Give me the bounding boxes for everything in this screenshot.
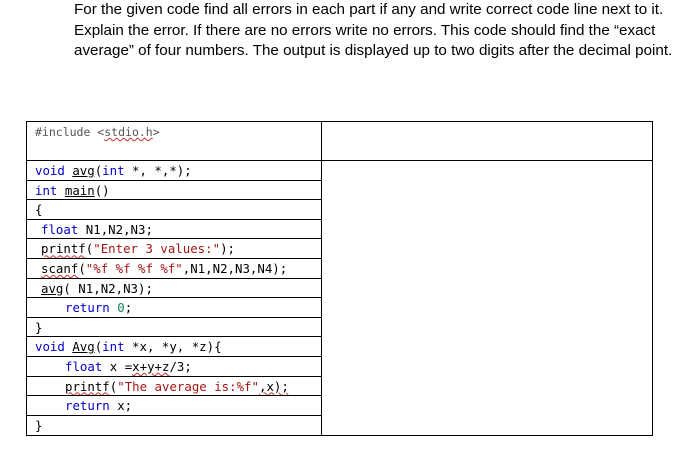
- code-line-final-brace: }: [35, 417, 43, 433]
- code-line-include: #include <stdio.h>: [35, 125, 160, 139]
- code-line-float-x: float x =x+y+z/3;: [27, 357, 321, 377]
- code-line-scanf: scanf("%f %f %f %f",N1,N2,N3,N4);: [27, 259, 321, 279]
- code-cell: [27, 122, 322, 161]
- question-instructions: For the given code find all errors in each part if any and write correct code line next to it. Explain the error. If there are no errors write no errors. This code should find the “exact average” of four numbers. The output is displayed up to two digits after the decimal point.: [74, 1, 673, 59]
- code-line-avg-prototype: void avg(int *, *,*);: [27, 161, 321, 181]
- code-line-avg-call: avg( N1,N2,N3);: [27, 279, 321, 299]
- code-line-float-decl: float N1,N2,N3;: [27, 220, 321, 240]
- code-cell: [27, 161, 322, 436]
- table-row: [27, 161, 653, 436]
- answer-cell[interactable]: [322, 161, 653, 436]
- code-line-printf-average: printf("The average is:%f",x);: [27, 377, 321, 397]
- code-line-return-x: return x;: [27, 396, 321, 416]
- answer-cell[interactable]: [322, 122, 653, 161]
- code-line-printf-enter: printf("Enter 3 values:");: [27, 239, 321, 259]
- code-line-return-0: return 0;: [27, 298, 321, 318]
- code-line-open-brace: {: [27, 200, 321, 220]
- table-row: [27, 122, 653, 161]
- code-line-avg-definition: void Avg(int *x, *y, *z){: [27, 337, 321, 357]
- code-line-close-brace: }: [27, 318, 321, 338]
- code-table: [26, 121, 653, 436]
- code-line-main: int main(): [27, 181, 321, 201]
